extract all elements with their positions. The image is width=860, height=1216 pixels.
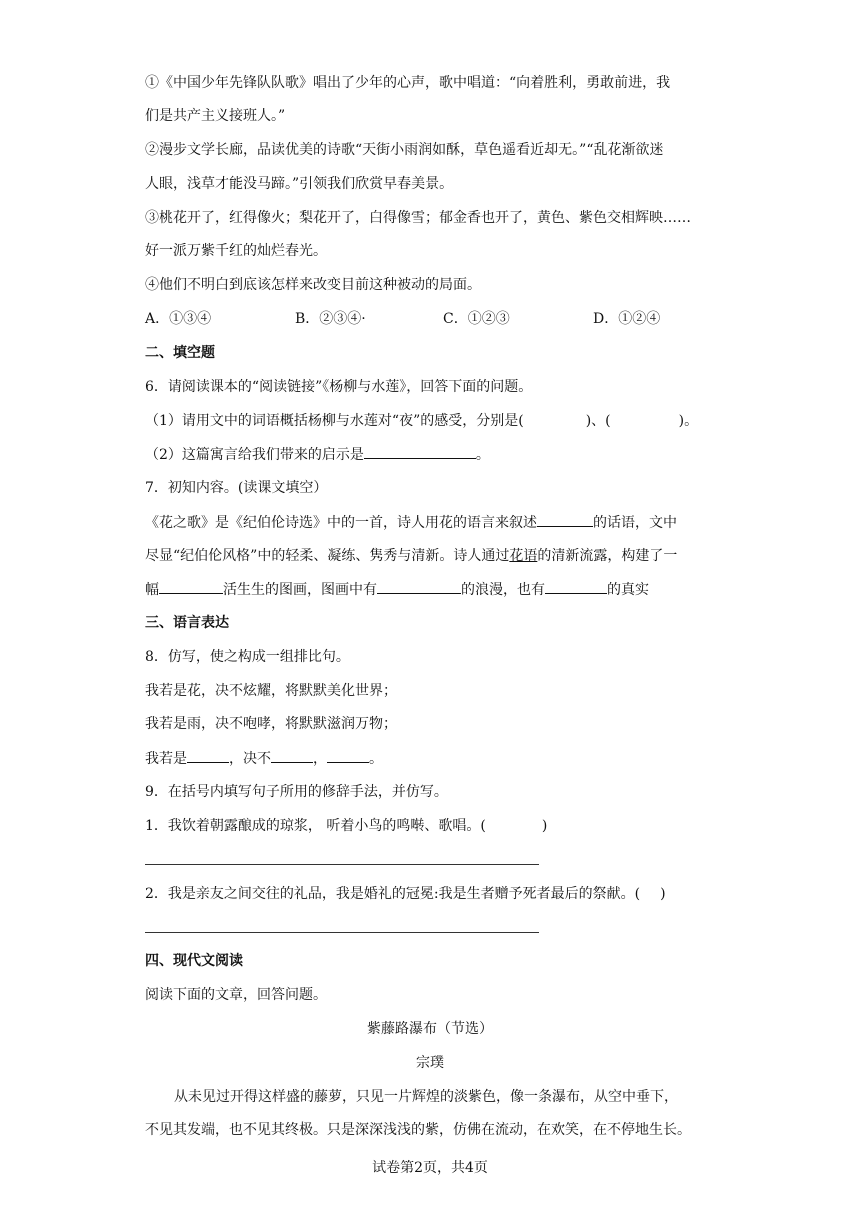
q7-stem: 7．初知内容。(读课文填空） [145,480,328,496]
article-title: 紫藤路瀑布（节选） [367,1021,493,1037]
q5-item3-line1: ③桃花开了，红得像火；梨花开了，白得像雪；郁金香也开了，黄色、紫色交相辉映…… [145,210,691,226]
q7-underlined-word: 花语 [509,548,538,564]
q6-sub2 [145,444,490,465]
q9-answer-line-1[interactable] [145,864,539,865]
q7-p1-end: 的话语，文中 [593,515,677,531]
q6-sub1-sep: )、( [585,413,611,429]
q6-sub2-end: 。 [475,447,490,463]
q8-stem: 8．仿写，使之构成一组排比句。 [145,649,350,665]
page-footer: 试卷第2页，共4页 [372,1160,488,1176]
q7-p2-text: 尽显“纪伯伦风格”中的轻柔、凝练、隽秀与清新。诗人通过 [145,548,510,564]
q8-line2: 我若是雨，决不咆哮，将默默滋润万物； [145,716,397,732]
q6-sub2-text: （2）这篇寓言给我们带来的启示是 [145,447,364,463]
q7-para-line1 [145,512,677,533]
q6-sub1-end: )。 [678,413,699,429]
q9-stem: 9．在括号内填写句子所用的修辞手法，并仿写。 [145,784,448,800]
q7-blank-1[interactable] [537,512,593,527]
q8-l3-b: ，决不 [229,751,271,767]
article-author: 宗璞 [416,1055,444,1071]
section-heading-language: 三、语言表达 [145,615,229,631]
q5-item3-line2: 好一派万紫千红的灿烂春光。 [145,243,327,259]
q7-p3-a: 幅 [145,582,159,598]
q7-p3-b: 活生生的图画，图画中有 [223,582,377,598]
q9-sentence-2 [145,884,666,904]
option-d[interactable]: D．①②④ [593,311,661,327]
option-a[interactable]: A．①③④ [145,311,212,327]
q7-blank-4[interactable] [545,579,607,594]
q8-blank-3[interactable] [327,748,369,763]
option-b[interactable]: B．②③④· [295,311,366,327]
q9-s1-end: ) [541,818,548,834]
q9-answer-line-2[interactable] [145,932,539,933]
q5-item2-line2: 人眼，浅草才能没马蹄。”引领我们欣赏早春美景。 [145,176,454,192]
q8-blank-2[interactable] [271,748,313,763]
q5-item2-line1: ②漫步文学长廊，品读优美的诗歌“天街小雨润如酥，草色遥看近却无。”“乱花渐欲迷 [145,142,664,158]
article-para-line1: 从未见过开得这样盛的藤萝，只见一片辉煌的淡紫色，像一条瀑布，从空中垂下， [174,1089,678,1105]
q7-p3-d: 的真实 [607,582,649,598]
q7-blank-2[interactable] [159,579,223,594]
q7-p1-text: 《花之歌》是《纪伯伦诗选》中的一首，诗人用花的语言来叙述 [145,515,537,531]
q6-sub1-text: （1）请用文中的词语概括杨柳与水莲对“夜”的感受，分别是( [145,413,524,429]
q7-para-line2 [145,546,677,566]
q7-p3-c: 的浪漫，也有 [461,582,545,598]
q8-l3-a: 我若是 [145,751,187,767]
q8-l3-d: 。 [369,751,383,767]
q9-s2-end: ) [660,886,666,902]
q8-blank-1[interactable] [187,748,229,763]
article-para-line2: 不见其发端，也不见其终极。只是深深浅浅的紫，仿佛在流动，在欢笑，在不停地生长。 [145,1122,691,1138]
q6-sub1 [145,411,698,431]
q5-item1-line2: 们是共产主义接班人。” [145,108,286,124]
q8-l3-c: ， [313,751,327,767]
reading-intro: 阅读下面的文章，回答问题。 [145,987,327,1003]
q9-s2-text: 2．我是亲友之间交往的礼品，我是婚礼的冠冕:我是生者赠予死者最后的祭献。( [145,886,641,902]
q5-item4: ④他们不明白到底该怎样来改变目前这种被动的局面。 [145,277,481,293]
q7-blank-3[interactable] [377,579,461,594]
q7-para-line3 [145,579,649,600]
option-c[interactable]: C．①②③ [443,311,510,327]
q8-line3 [145,748,383,769]
q6-stem: 6．请阅读课本的“阅读链接”《杨柳与水莲》，回答下面的问题。 [145,379,533,395]
q6-blank-3[interactable] [364,444,476,459]
q9-s1-text: 1．我饮着朝露酿成的琼浆， 听着小鸟的鸣啭、歌唱。( [145,818,486,834]
q5-item1-line1: ①《中国少年先锋队队歌》唱出了少年的心声，歌中唱道：“向着胜利，勇敢前进，我 [145,75,671,91]
q8-line1: 我若是花，决不炫耀，将默默美化世界； [145,683,397,699]
q9-sentence-1 [145,816,547,836]
section-heading-reading: 四、现代文阅读 [145,953,243,969]
q7-p2-end: 的清新流露，构建了一 [537,548,678,564]
section-heading-fill-in: 二、填空题 [145,345,215,361]
